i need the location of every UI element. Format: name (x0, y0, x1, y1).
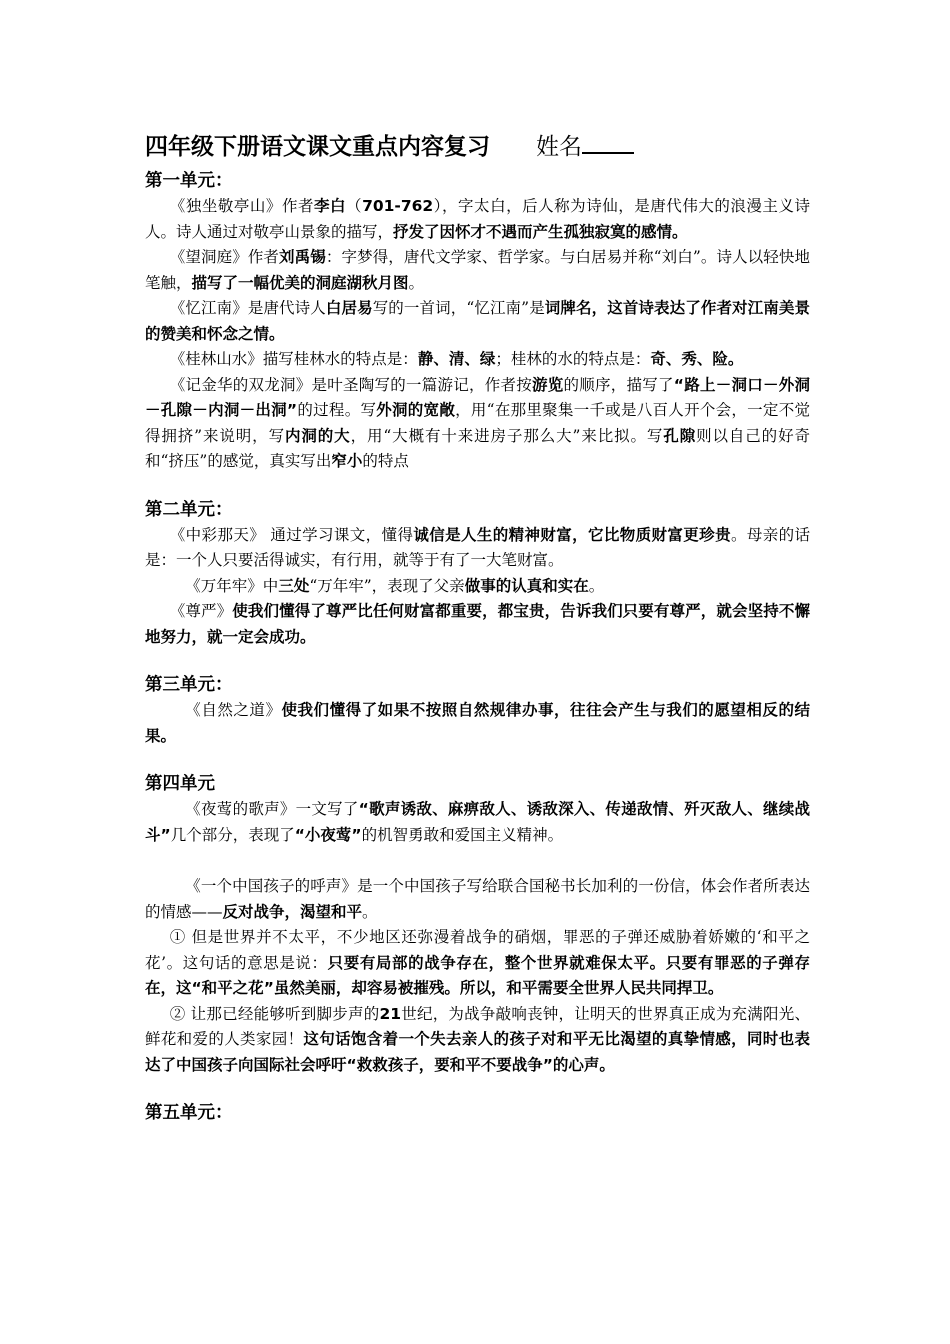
document-page (145, 130, 810, 1126)
body-text: ① 但是世界并不太平，不少地区还弥漫着战争的硝烟，罪恶的子弹还威胁着娇嫩的‘和平之花’。这句话的意思是说： (145, 928, 810, 972)
emphasis-text: 外洞的宽敞 (376, 401, 456, 419)
emphasis-text: 描写了一幅优美的洞庭湖秋月图 (191, 273, 409, 292)
unit-4-paragraph (145, 874, 810, 925)
body-text: 《桂林山水》描写桂林水的特点是： (169, 350, 418, 368)
name-blank-line (582, 130, 634, 154)
unit-1-paragraph (145, 296, 810, 347)
unit-3-heading: 第三单元： (145, 675, 233, 695)
emphasis-text: 游览 (532, 375, 564, 394)
body-text: 《尊严》 (169, 602, 233, 620)
body-text: 。 (362, 902, 378, 921)
emphasis-text: 反对战争，渴望和平 (222, 902, 363, 921)
unit-2-paragraph (145, 523, 810, 574)
body-text: 的过程。写 (297, 401, 377, 419)
emphasis-text: 奇、秀、险。 (650, 350, 744, 368)
body-text: 。母亲的话是：一个人只要活得诚实，有行用，就等于有了一大笔财富。 (145, 525, 810, 569)
body-text: （ (346, 197, 363, 215)
unit-4-paragraph (145, 925, 810, 1002)
emphasis-text: 词牌名，这首诗表达了作者对江南美景的赞美和怀念之情。 (145, 299, 810, 343)
body-text: 《自然之道》 (185, 701, 282, 719)
unit-1-paragraph (145, 245, 810, 296)
body-text: 的机智勇敢和爱国主义精神 (361, 825, 548, 844)
emphasis-text: “路上－洞口－外洞－孔隙－内洞－出洞” (145, 375, 810, 419)
emphasis-text: 这句话饱含着一个失去亲人的孩子对和平无比渴望的真挚情感，同时也表达了中国孩子向国际社会呼吁“救救孩子，要和平不要战争”的心声。 (145, 1030, 810, 1074)
body-text: 《夜莺的歌声》一文写了 (185, 800, 359, 818)
body-text: 。 (408, 273, 425, 292)
emphasis-text: 使我们懂得了如果不按照自然规律办事，往往会产生与我们的愿望相反的结果。 (145, 701, 810, 745)
body-text: 。 (588, 576, 605, 595)
body-text: 《望洞庭》作者 (169, 248, 280, 266)
body-text: ），字太白，后人称为诗仙，是唐代伟大的浪漫主义诗人。诗人通过对敬亭山景象的描写， (145, 197, 810, 241)
unit-2-paragraph (145, 574, 810, 600)
emphasis-text: 内洞的大 (284, 426, 351, 445)
page-title (145, 130, 810, 164)
body-text: 几个部分，表现了 (170, 825, 295, 844)
emphasis-text: “歌声诱敌、麻痹敌人、诱敌深入、传递敌情、歼灭敌人、继续战斗” (145, 800, 810, 844)
unit-1-paragraph (145, 373, 810, 475)
emphasis-text: 诚信是人生的精神财富，它比物质财富更珍贵 (413, 525, 731, 544)
body-text: 世纪，为战争敲响丧钟，让明天的世界真正成为充满阳光、鲜花和爱的人类家园！ (145, 1004, 810, 1048)
emphasis-text: 三处 (278, 576, 310, 595)
body-text: 《独坐敬亭山》作者 (169, 197, 314, 215)
body-text: 的顺序，描写了 (563, 375, 674, 394)
emphasis-text: 刘禹锡 (279, 248, 326, 266)
body-text: ：字梦得，唐代文学家、哲学家。与白居易并称“刘白”。诗人以轻快地笔触， (145, 248, 810, 292)
body-text: 。 (547, 825, 564, 844)
emphasis-text: 只要有局部的战争存在，整个世界就难保太平。只要有罪恶的子弹存在，这“和平之花”虽然美丽，却容易被摧残。所以，和平需要全世界人民共同捍卫。 (145, 953, 810, 997)
unit-5-heading: 第五单元： (145, 1103, 233, 1123)
emphasis-text: 21 (379, 1004, 402, 1023)
unit-2-heading: 第二单元： (145, 499, 233, 520)
emphasis-text: 静、清、绿 (417, 350, 496, 368)
unit-1-paragraph (145, 347, 810, 373)
body-text: ，用“在那里聚集一千或是八百人开个会，一定不觉得拥挤”来说明，写 (145, 401, 810, 445)
body-text: ；桂林的水的特点是： (495, 350, 651, 368)
name-label: 姓名 (536, 134, 582, 160)
unit-1-paragraph (145, 194, 810, 245)
emphasis-text: 窄小 (331, 452, 363, 470)
body-text: 《记金华的双龙洞》是叶圣陶写的一篇游记，作者按 (169, 375, 533, 394)
emphasis-text: “小夜莺” (294, 825, 362, 844)
unit-3-paragraph (145, 698, 810, 749)
body-text: ，用“大概有十来进房子那么大”来比拟。写 (350, 426, 664, 445)
emphasis-text: 李白 (313, 197, 347, 215)
emphasis-text: 抒发了因怀才不遇而产生孤独寂寞的感情。 (393, 222, 688, 241)
unit-2-paragraph (145, 599, 810, 650)
body-text: 写的一首词，“忆江南”是 (372, 299, 545, 317)
body-text: 则以自己的好奇和“挤压”的感觉，真实写出 (145, 426, 810, 470)
emphasis-text: 孔隙 (663, 426, 697, 445)
emphasis-text: 使我们懂得了尊严比任何财富都重要，都宝贵，告诉我们只要有尊严，就会坚持不懈地努力，就一定会成功。 (145, 602, 810, 646)
emphasis-text: 做事的认真和实在 (464, 576, 589, 595)
body-text: 《中彩那天》 通过学习课文，懂得 (169, 525, 414, 544)
unit-1-heading: 第一单元： (145, 171, 233, 191)
body-text: “万年牢”，表现了父亲 (309, 576, 465, 595)
emphasis-text: 701-762 (362, 197, 434, 215)
body-text: 《忆江南》是唐代诗人 (169, 299, 326, 317)
body-text: ② 让那已经能够听到脚步声的 (169, 1004, 380, 1023)
unit-4-paragraph (145, 1002, 810, 1079)
body-text: 《万年牢》中 (185, 576, 279, 595)
body-text: 《一个中国孩子的呼声》是一个中国孩子写给联合国秘书长加利的一份信，体会作者所表达的情感—— (145, 877, 810, 921)
title-text: 四年级下册语文课文重点内容复习 (145, 134, 490, 160)
emphasis-text: 白居易 (325, 299, 373, 317)
body-text: 的特点 (362, 452, 409, 470)
unit-4-paragraph (145, 797, 810, 848)
unit-4-heading: 第四单元 (145, 774, 215, 794)
